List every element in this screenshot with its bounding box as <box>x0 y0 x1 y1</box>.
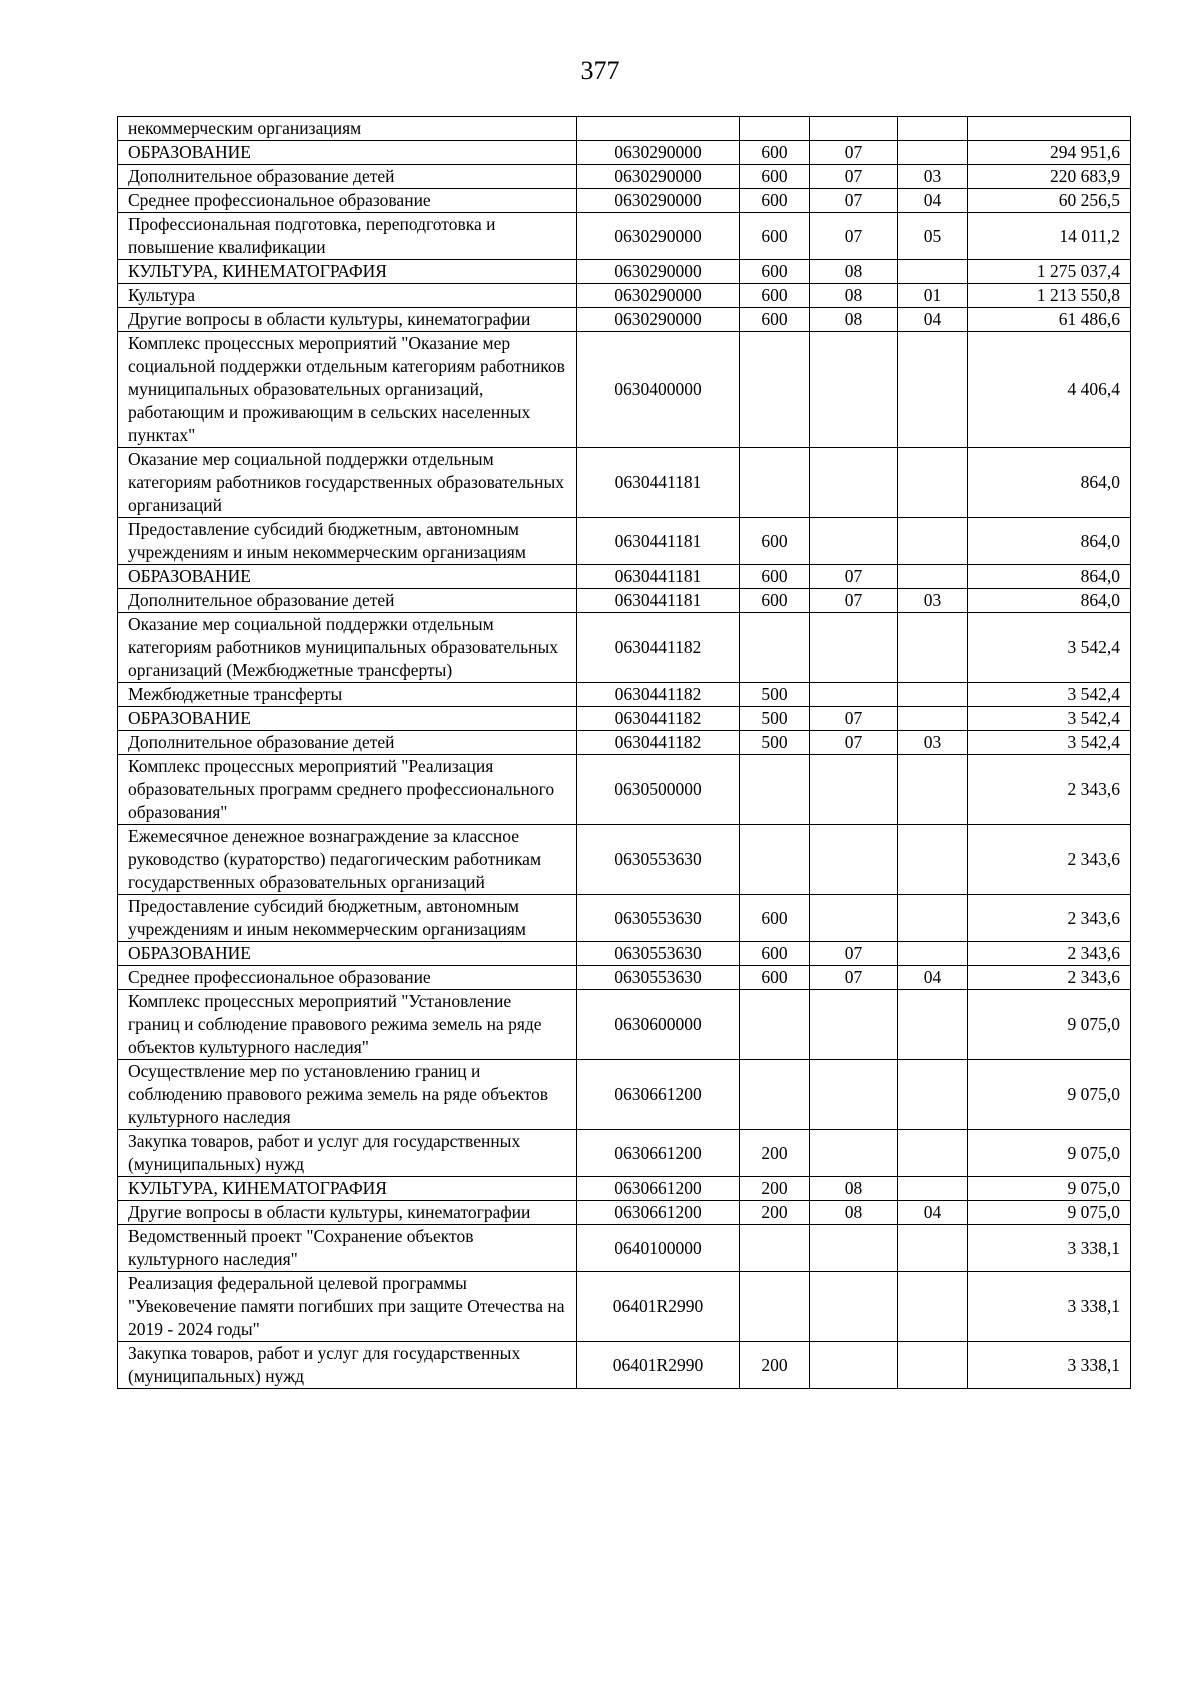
row-name-cell: Культура <box>118 284 577 308</box>
row-name-cell: Среднее профессиональное образование <box>118 966 577 990</box>
row-sum-cell: 9 075,0 <box>968 1201 1131 1225</box>
row-pr-cell <box>898 1060 968 1130</box>
row-sum-cell: 3 542,4 <box>968 707 1131 731</box>
row-sum-cell: 864,0 <box>968 565 1131 589</box>
row-sum-cell: 864,0 <box>968 448 1131 518</box>
row-sum-cell: 1 213 550,8 <box>968 284 1131 308</box>
row-pr-cell <box>898 448 968 518</box>
row-code-cell: 06401R2990 <box>577 1342 740 1389</box>
row-rz-cell: 07 <box>810 165 898 189</box>
row-sum-cell: 2 343,6 <box>968 825 1131 895</box>
row-name-cell: ОБРАЗОВАНИЕ <box>118 707 577 731</box>
row-vr-cell <box>740 448 810 518</box>
row-pr-cell <box>898 117 968 141</box>
row-rz-cell: 08 <box>810 1177 898 1201</box>
table-row <box>118 117 1131 141</box>
table-row <box>118 165 1131 189</box>
row-vr-cell: 600 <box>740 518 810 565</box>
row-vr-cell: 200 <box>740 1201 810 1225</box>
row-sum-cell: 294 951,6 <box>968 141 1131 165</box>
row-code-cell: 0630661200 <box>577 1060 740 1130</box>
row-sum-cell: 220 683,9 <box>968 165 1131 189</box>
row-rz-cell: 07 <box>810 966 898 990</box>
row-sum-cell: 3 542,4 <box>968 613 1131 683</box>
row-pr-cell <box>898 260 968 284</box>
row-rz-cell <box>810 1342 898 1389</box>
row-vr-cell: 600 <box>740 565 810 589</box>
page-number: 377 <box>580 56 620 85</box>
row-pr-cell: 05 <box>898 213 968 260</box>
table-row <box>118 613 1131 683</box>
row-sum-cell: 2 343,6 <box>968 895 1131 942</box>
row-rz-cell <box>810 1130 898 1177</box>
table-row <box>118 1130 1131 1177</box>
table-row <box>118 213 1131 260</box>
row-name-cell: Ведомственный проект "Сохранение объектов культурного наследия" <box>118 1225 577 1272</box>
row-name-cell: Комплекс процессных мероприятий "Установление границ и соблюдение правового режима земель на ряде объектов культурного наследия" <box>118 990 577 1060</box>
row-name-cell: КУЛЬТУРА, КИНЕМАТОГРАФИЯ <box>118 260 577 284</box>
table-row <box>118 895 1131 942</box>
row-vr-cell <box>740 990 810 1060</box>
row-rz-cell: 07 <box>810 707 898 731</box>
row-code-cell: 0630290000 <box>577 260 740 284</box>
row-sum-cell: 9 075,0 <box>968 990 1131 1060</box>
row-rz-cell <box>810 613 898 683</box>
row-code-cell: 0630290000 <box>577 189 740 213</box>
row-rz-cell <box>810 895 898 942</box>
row-sum-cell: 864,0 <box>968 518 1131 565</box>
table-row <box>118 990 1131 1060</box>
row-pr-cell <box>898 1177 968 1201</box>
row-vr-cell: 600 <box>740 284 810 308</box>
row-sum-cell: 60 256,5 <box>968 189 1131 213</box>
row-pr-cell <box>898 1272 968 1342</box>
row-pr-cell <box>898 1342 968 1389</box>
row-name-cell: КУЛЬТУРА, КИНЕМАТОГРАФИЯ <box>118 1177 577 1201</box>
row-pr-cell <box>898 942 968 966</box>
row-name-cell: Закупка товаров, работ и услуг для государственных (муниципальных) нужд <box>118 1342 577 1389</box>
row-pr-cell <box>898 755 968 825</box>
table-row <box>118 332 1131 448</box>
row-vr-cell: 500 <box>740 683 810 707</box>
row-rz-cell: 08 <box>810 260 898 284</box>
table-row <box>118 731 1131 755</box>
row-name-cell: некоммерческим организациям <box>118 117 577 141</box>
table-row <box>118 825 1131 895</box>
row-code-cell: 0630290000 <box>577 284 740 308</box>
table-row <box>118 1342 1131 1389</box>
row-name-cell: Дополнительное образование детей <box>118 731 577 755</box>
row-vr-cell <box>740 1060 810 1130</box>
row-pr-cell: 01 <box>898 284 968 308</box>
row-name-cell: Оказание мер социальной поддержки отдельным категориям работников муниципальных образовательных организаций (Межбюджетные трансферты) <box>118 613 577 683</box>
row-vr-cell: 600 <box>740 165 810 189</box>
row-sum-cell <box>968 117 1131 141</box>
row-code-cell: 0630290000 <box>577 308 740 332</box>
row-code-cell <box>577 117 740 141</box>
row-rz-cell <box>810 332 898 448</box>
row-code-cell: 0630290000 <box>577 213 740 260</box>
row-vr-cell: 200 <box>740 1130 810 1177</box>
row-pr-cell <box>898 1225 968 1272</box>
row-name-cell: Закупка товаров, работ и услуг для государственных (муниципальных) нужд <box>118 1130 577 1177</box>
row-rz-cell <box>810 755 898 825</box>
row-sum-cell: 9 075,0 <box>968 1060 1131 1130</box>
row-name-cell: Профессиональная подготовка, переподготовка и повышение квалификации <box>118 213 577 260</box>
row-code-cell: 0630441182 <box>577 683 740 707</box>
row-sum-cell: 2 343,6 <box>968 755 1131 825</box>
table-row <box>118 260 1131 284</box>
table-row <box>118 308 1131 332</box>
row-rz-cell: 07 <box>810 942 898 966</box>
row-name-cell: Комплекс процессных мероприятий "Оказание мер социальной поддержки отдельным категориям работников муниципальных образовательных организаций, работающим и проживающим в сельских населенных пунктах" <box>118 332 577 448</box>
row-vr-cell: 600 <box>740 942 810 966</box>
row-sum-cell: 3 338,1 <box>968 1272 1131 1342</box>
row-code-cell: 0630441182 <box>577 707 740 731</box>
row-vr-cell: 500 <box>740 731 810 755</box>
row-vr-cell <box>740 755 810 825</box>
row-rz-cell <box>810 117 898 141</box>
table-row <box>118 448 1131 518</box>
row-code-cell: 0630400000 <box>577 332 740 448</box>
row-rz-cell: 08 <box>810 284 898 308</box>
row-pr-cell: 03 <box>898 589 968 613</box>
row-vr-cell: 200 <box>740 1177 810 1201</box>
row-name-cell: Ежемесячное денежное вознаграждение за классное руководство (кураторство) педагогическим работникам государственных образовательных организаций <box>118 825 577 895</box>
row-pr-cell <box>898 683 968 707</box>
row-rz-cell: 07 <box>810 565 898 589</box>
row-code-cell: 0630600000 <box>577 990 740 1060</box>
row-pr-cell <box>898 990 968 1060</box>
row-name-cell: Другие вопросы в области культуры, кинематографии <box>118 1201 577 1225</box>
row-pr-cell <box>898 707 968 731</box>
row-pr-cell: 03 <box>898 165 968 189</box>
table-row <box>118 1272 1131 1342</box>
row-rz-cell <box>810 990 898 1060</box>
row-code-cell: 0630661200 <box>577 1177 740 1201</box>
row-vr-cell <box>740 332 810 448</box>
table-row <box>118 1060 1131 1130</box>
row-name-cell: Дополнительное образование детей <box>118 589 577 613</box>
row-vr-cell: 600 <box>740 141 810 165</box>
row-vr-cell <box>740 1272 810 1342</box>
row-name-cell: Реализация федеральной целевой программы "Увековечение памяти погибших при защите Отечества на 2019 - 2024 годы" <box>118 1272 577 1342</box>
row-code-cell: 0630500000 <box>577 755 740 825</box>
row-rz-cell <box>810 1272 898 1342</box>
row-sum-cell: 2 343,6 <box>968 942 1131 966</box>
table-row <box>118 707 1131 731</box>
row-vr-cell <box>740 1225 810 1272</box>
row-code-cell: 0630441181 <box>577 565 740 589</box>
row-vr-cell: 600 <box>740 260 810 284</box>
row-rz-cell: 08 <box>810 308 898 332</box>
table-row <box>118 1225 1131 1272</box>
row-code-cell: 0630661200 <box>577 1130 740 1177</box>
table-row <box>118 966 1131 990</box>
row-rz-cell <box>810 448 898 518</box>
row-name-cell: Другие вопросы в области культуры, кинематографии <box>118 308 577 332</box>
row-vr-cell <box>740 613 810 683</box>
row-code-cell: 0630441182 <box>577 613 740 683</box>
row-pr-cell: 04 <box>898 966 968 990</box>
row-sum-cell: 3 338,1 <box>968 1342 1131 1389</box>
row-pr-cell <box>898 565 968 589</box>
row-vr-cell: 600 <box>740 966 810 990</box>
row-vr-cell: 200 <box>740 1342 810 1389</box>
row-vr-cell <box>740 825 810 895</box>
row-rz-cell: 08 <box>810 1201 898 1225</box>
table-row <box>118 1201 1131 1225</box>
table-row <box>118 518 1131 565</box>
table-row <box>118 942 1131 966</box>
row-vr-cell <box>740 117 810 141</box>
row-code-cell: 0630441182 <box>577 731 740 755</box>
row-vr-cell: 600 <box>740 213 810 260</box>
row-sum-cell: 3 338,1 <box>968 1225 1131 1272</box>
row-code-cell: 0630290000 <box>577 141 740 165</box>
budget-table <box>117 116 1131 1389</box>
row-code-cell: 0630290000 <box>577 165 740 189</box>
row-sum-cell: 14 011,2 <box>968 213 1131 260</box>
budget-table-body <box>118 117 1131 1389</box>
row-name-cell: Межбюджетные трансферты <box>118 683 577 707</box>
table-row <box>118 1177 1131 1201</box>
table-row <box>118 141 1131 165</box>
row-name-cell: ОБРАЗОВАНИЕ <box>118 942 577 966</box>
row-name-cell: ОБРАЗОВАНИЕ <box>118 565 577 589</box>
row-vr-cell: 600 <box>740 589 810 613</box>
row-name-cell: Предоставление субсидий бюджетным, автономным учреждениям и иным некоммерческим организациям <box>118 895 577 942</box>
row-rz-cell: 07 <box>810 213 898 260</box>
row-sum-cell: 1 275 037,4 <box>968 260 1131 284</box>
row-pr-cell: 04 <box>898 308 968 332</box>
row-sum-cell: 3 542,4 <box>968 683 1131 707</box>
row-code-cell: 0630441181 <box>577 448 740 518</box>
row-code-cell: 0640100000 <box>577 1225 740 1272</box>
row-name-cell: Среднее профессиональное образование <box>118 189 577 213</box>
row-pr-cell <box>898 613 968 683</box>
row-code-cell: 0630553630 <box>577 895 740 942</box>
row-pr-cell: 03 <box>898 731 968 755</box>
row-pr-cell: 04 <box>898 189 968 213</box>
row-code-cell: 06401R2990 <box>577 1272 740 1342</box>
row-name-cell: Предоставление субсидий бюджетным, автономным учреждениям и иным некоммерческим организациям <box>118 518 577 565</box>
row-sum-cell: 864,0 <box>968 589 1131 613</box>
row-pr-cell <box>898 332 968 448</box>
row-code-cell: 0630661200 <box>577 1201 740 1225</box>
row-code-cell: 0630441181 <box>577 589 740 613</box>
row-pr-cell: 04 <box>898 1201 968 1225</box>
row-vr-cell: 600 <box>740 895 810 942</box>
row-code-cell: 0630553630 <box>577 825 740 895</box>
row-name-cell: Оказание мер социальной поддержки отдельным категориям работников государственных образовательных организаций <box>118 448 577 518</box>
row-sum-cell: 2 343,6 <box>968 966 1131 990</box>
row-vr-cell: 500 <box>740 707 810 731</box>
row-pr-cell <box>898 141 968 165</box>
row-vr-cell: 600 <box>740 189 810 213</box>
row-name-cell: Дополнительное образование детей <box>118 165 577 189</box>
row-name-cell: ОБРАЗОВАНИЕ <box>118 141 577 165</box>
row-code-cell: 0630553630 <box>577 942 740 966</box>
row-rz-cell <box>810 1060 898 1130</box>
row-rz-cell <box>810 825 898 895</box>
row-code-cell: 0630553630 <box>577 966 740 990</box>
row-code-cell: 0630441181 <box>577 518 740 565</box>
table-row <box>118 683 1131 707</box>
row-sum-cell: 61 486,6 <box>968 308 1131 332</box>
row-sum-cell: 3 542,4 <box>968 731 1131 755</box>
row-sum-cell: 4 406,4 <box>968 332 1131 448</box>
row-rz-cell: 07 <box>810 141 898 165</box>
table-row <box>118 284 1131 308</box>
row-name-cell: Комплекс процессных мероприятий "Реализация образовательных программ среднего профессионального образования" <box>118 755 577 825</box>
row-rz-cell <box>810 1225 898 1272</box>
row-rz-cell <box>810 518 898 565</box>
table-row <box>118 189 1131 213</box>
row-rz-cell: 07 <box>810 731 898 755</box>
row-rz-cell: 07 <box>810 589 898 613</box>
row-vr-cell: 600 <box>740 308 810 332</box>
row-rz-cell <box>810 683 898 707</box>
row-pr-cell <box>898 518 968 565</box>
row-name-cell: Осуществление мер по установлению границ и соблюдению правового режима земель на ряде объектов культурного наследия <box>118 1060 577 1130</box>
table-row <box>118 565 1131 589</box>
row-rz-cell: 07 <box>810 189 898 213</box>
table-row <box>118 755 1131 825</box>
row-sum-cell: 9 075,0 <box>968 1130 1131 1177</box>
table-row <box>118 589 1131 613</box>
row-pr-cell <box>898 1130 968 1177</box>
row-sum-cell: 9 075,0 <box>968 1177 1131 1201</box>
row-pr-cell <box>898 825 968 895</box>
row-pr-cell <box>898 895 968 942</box>
